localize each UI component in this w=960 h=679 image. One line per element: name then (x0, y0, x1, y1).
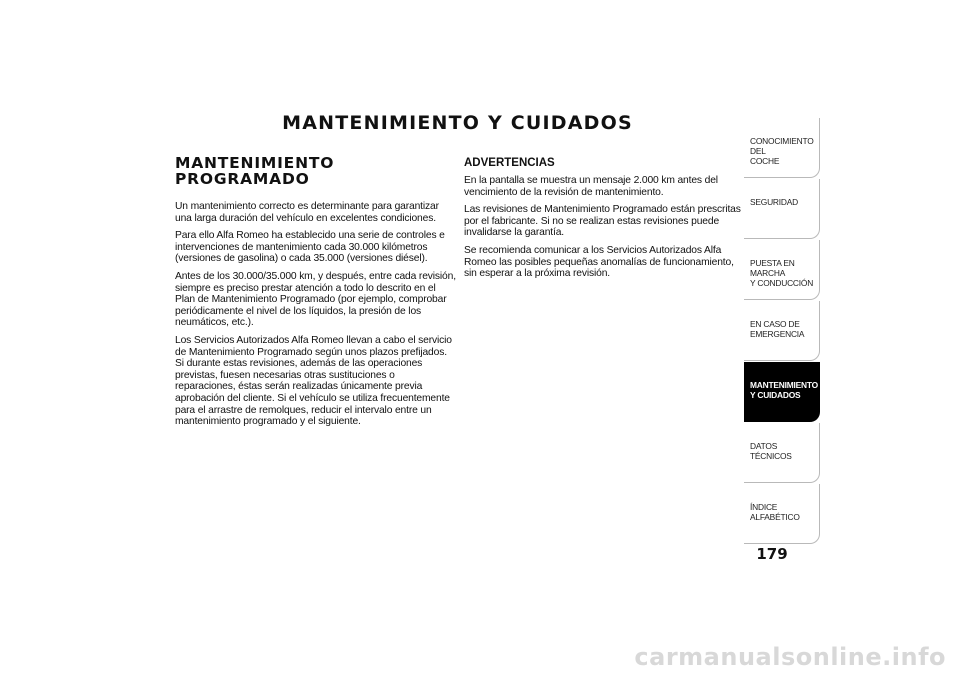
section-heading (175, 155, 457, 187)
tab-label-line-1: MANTENIMIENTO (750, 380, 818, 390)
tab-label-line-1: PUESTA EN MARCHA (750, 258, 795, 278)
page-number: 179 (756, 545, 788, 563)
tab-label-line-1: CONOCIMIENTO DEL (750, 136, 814, 156)
paragraph-2: Para ello Alfa Romeo ha establecido una serie de controles e intervenciones de mantenimiento cada 30.000 kilómetros (versiones de gasolina) o cada 35.000 (versiones diésel). (175, 230, 445, 265)
section-heading-line-2: PROGRAMADO (175, 170, 310, 188)
tab-label-line-1: ÍNDICE ALFABÉTICO (750, 502, 800, 522)
tab-datos-tecnicos[interactable] (744, 423, 820, 483)
tab-label-line-2: Y CUIDADOS (750, 390, 801, 400)
warning-paragraph-1: En la pantalla se muestra un mensaje 2.000 km antes del vencimiento de la revisión de mantenimiento. (464, 175, 718, 198)
page-title: MANTENIMIENTO Y CUIDADOS (282, 112, 633, 134)
tab-conocimiento-del-coche[interactable] (744, 118, 820, 178)
warnings-heading: ADVERTENCIAS (464, 157, 555, 169)
tab-label-line-2: Y CONDUCCIÓN (750, 278, 814, 288)
tab-label-line-1: SEGURIDAD (750, 197, 798, 207)
paragraph-1: Un mantenimiento correcto es determinante para garantizar una larga duración del vehículo en excelentes condiciones. (175, 201, 439, 224)
paragraph-4: Los Servicios Autorizados Alfa Romeo llevan a cabo el servicio de Mantenimiento Programado según unos plazos prefijados. Si durante estas revisiones, además de las operaciones previstas, fuesen necesarias otras sustituciones o reparaciones, éstas serán realizadas únicamente previa aprobación del cliente. Si el vehículo se utiliza frecuentemente para el arrastre de remolques, reducir el intervalo entre un mantenimiento programado y el siguiente. (175, 334, 452, 428)
tab-puesta-en-marcha[interactable] (744, 240, 820, 300)
chapter-tabs (744, 118, 820, 545)
tab-label-line-2: EMERGENCIA (750, 329, 805, 339)
warning-paragraph-2: Las revisiones de Mantenimiento Programado están prescritas por el fabricante. Si no se realizan estas revisiones puede invalidarse la garantía. (464, 204, 741, 239)
tab-label-line-1: EN CASO DE (750, 319, 800, 329)
tab-indice-alfabetico[interactable] (744, 484, 820, 544)
tab-label-line-1: DATOS TÉCNICOS (750, 441, 792, 461)
tab-seguridad[interactable] (744, 179, 820, 239)
tab-label-line-2: COCHE (750, 156, 780, 166)
left-column (175, 155, 457, 434)
paragraph-3: Antes de los 30.000/35.000 km, y después, entre cada revisión, siempre es preciso prestar atención a todo lo descrito en el Plan de Mantenimiento Programado (por ejemplo, comprobar periódicamente el nivel de los líquidos, la presión de los neumáticos, etc.). (175, 270, 456, 329)
right-column (464, 157, 742, 286)
warning-paragraph-3: Se recomienda comunicar a los Servicios Autorizados Alfa Romeo las posibles pequeñas anomalías de funcionamiento, sin esperar a la próxima revisión. (464, 244, 734, 280)
section-heading-line-1: MANTENIMIENTO (175, 154, 335, 172)
tab-mantenimiento-y-cuidados[interactable] (744, 362, 820, 422)
watermark: carmanualsonline.info (634, 643, 946, 671)
tab-en-caso-de-emergencia[interactable] (744, 301, 820, 361)
